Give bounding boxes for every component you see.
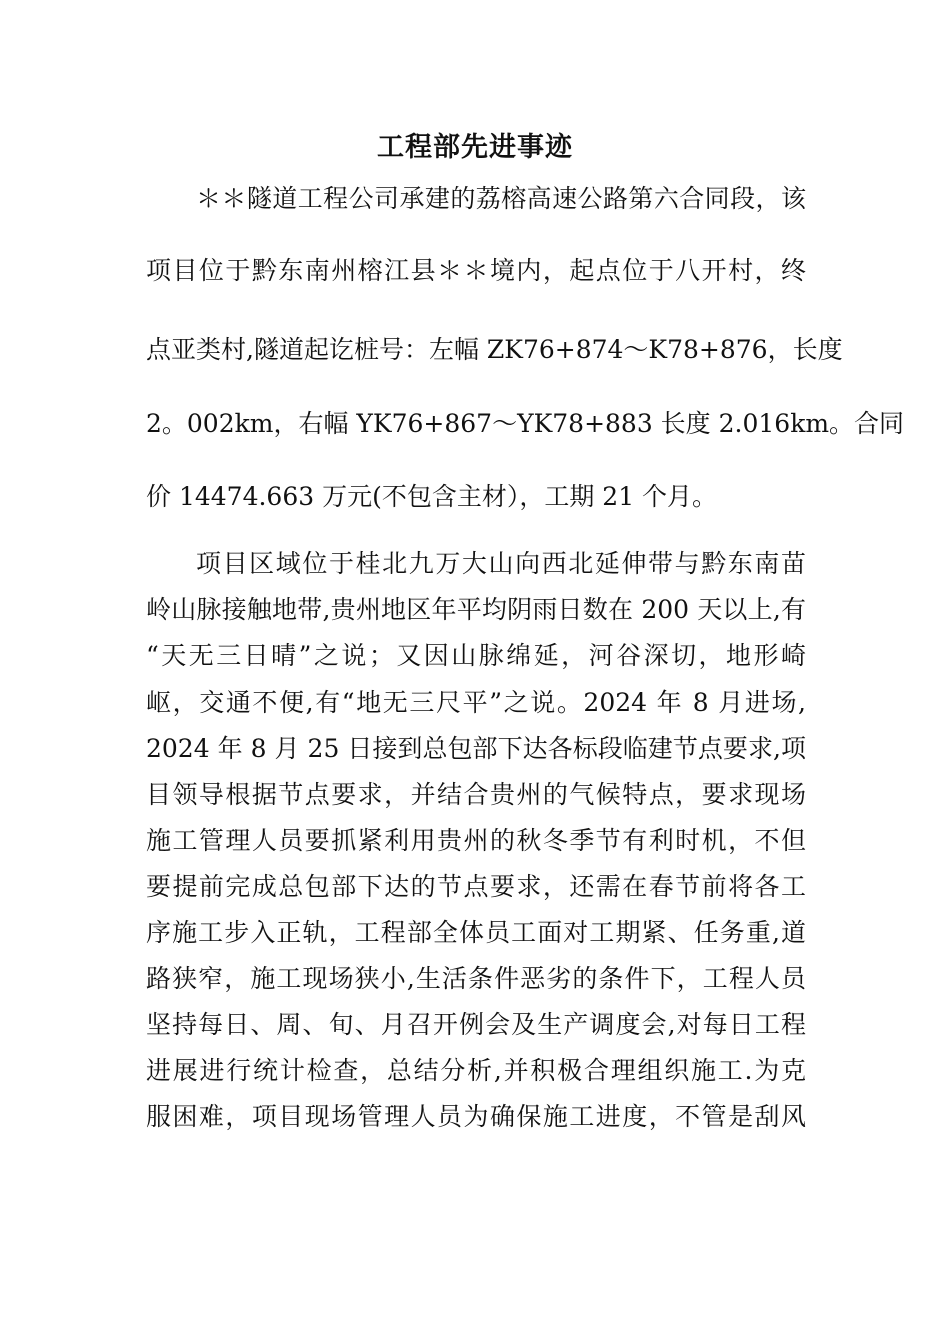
paragraph-1-line: 项目位于黔东南州榕江县＊＊境内，起点位于八开村，终	[146, 256, 806, 285]
paragraph-2-line: 路狭窄，施工现场狭小,生活条件恶劣的条件下，工程人员	[146, 964, 806, 993]
paragraph-2-line: 坚持每日、周、旬、月召开例会及生产调度会,对每日工程	[146, 1010, 806, 1039]
document-title: 工程部先进事迹	[377, 132, 573, 163]
paragraph-2-line: 目领导根据节点要求，并结合贵州的气候特点，要求现场	[146, 780, 806, 809]
paragraph-2-line: 序施工步入正轨，工程部全体员工面对工期紧、任务重,道	[146, 918, 806, 947]
paragraph-2-line: 岖，交通不便,有“地无三尺平”之说。2024 年 8 月进场,	[146, 688, 806, 717]
paragraph-2-line: 2024 年 8 月 25 日接到总包部下达各标段临建节点要求,项	[146, 734, 806, 763]
paragraph-1-line: 点亚类村,隧道起讫桩号：左幅 ZK76+874～K78+876，长度	[146, 335, 843, 364]
paragraph-2-line: 服困难，项目现场管理人员为确保施工进度，不管是刮风	[146, 1102, 806, 1131]
paragraph-2-line: 进展进行统计检查，总结分析,并积极合理组织施工.为克	[146, 1056, 806, 1085]
paragraph-1-line: ＊＊隧道工程公司承建的荔榕高速公路第六合同段，该	[196, 184, 806, 213]
paragraph-1-line: 2。002km，右幅 YK76+867～YK78+883 长度 2.016km。合同	[146, 409, 905, 438]
paragraph-2-line: 岭山脉接触地带,贵州地区年平均阴雨日数在 200 天以上,有	[146, 595, 806, 624]
paragraph-2-line: 要提前完成总包部下达的节点要求，还需在春节前将各工	[146, 872, 806, 901]
paragraph-2-line: “天无三日晴”之说；又因山脉绵延，河谷深切，地形崎	[146, 641, 806, 670]
paragraph-2-line: 施工管理人员要抓紧利用贵州的秋冬季节有利时机，不但	[146, 826, 806, 855]
paragraph-1-line: 价 14474.663 万元(不包含主材），工期 21 个月。	[146, 482, 718, 511]
paragraph-2-line: 项目区域位于桂北九万大山向西北延伸带与黔东南苗	[196, 549, 806, 578]
